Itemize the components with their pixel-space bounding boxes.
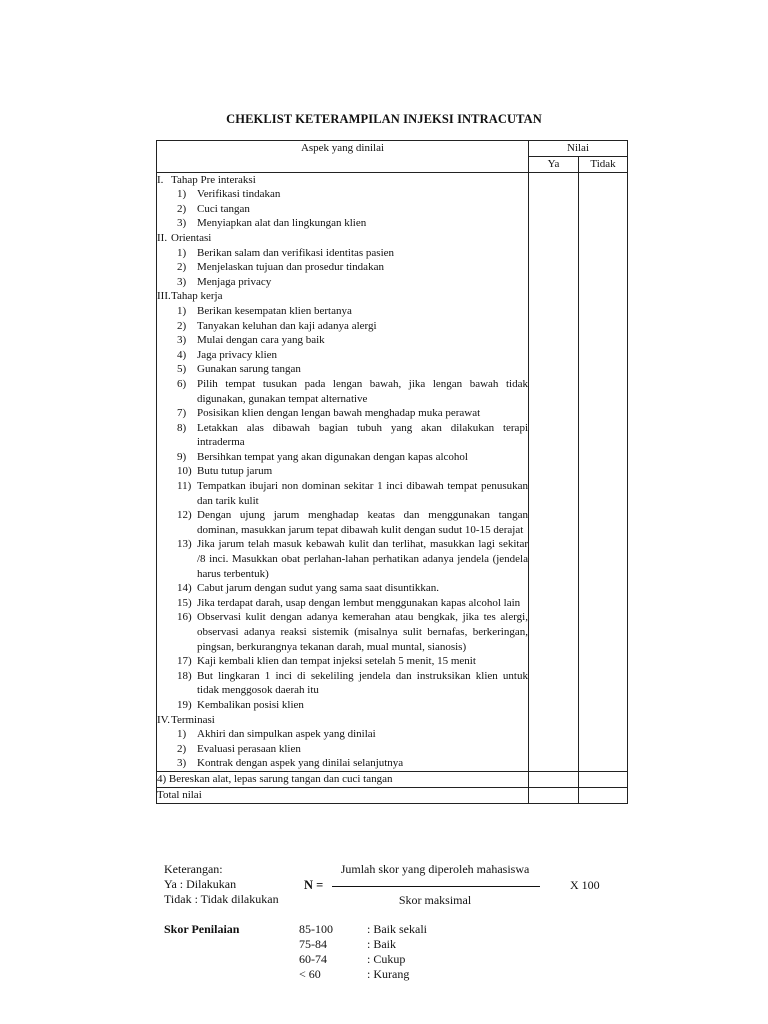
checklist-item bbox=[157, 216, 528, 231]
ya-score-cell-last[interactable] bbox=[529, 771, 579, 787]
legend-tidak: Tidak : Tidak dilakukan bbox=[164, 892, 279, 906]
item-text: Menjaga privacy bbox=[197, 275, 272, 288]
item-text: Gunakan sarung tangan bbox=[197, 363, 301, 376]
checklist-item bbox=[157, 742, 528, 757]
checklist-item bbox=[157, 581, 528, 596]
checklist-item bbox=[157, 508, 528, 537]
item-number: 1) bbox=[177, 728, 187, 741]
checklist-item bbox=[157, 698, 528, 713]
document-title: CHEKLIST KETERAMPILAN INJEKSI INTRACUTAN bbox=[226, 112, 542, 126]
item-text: Tanyakan keluhan dan kaji adanya alergi bbox=[197, 319, 377, 332]
section-name: Orientasi bbox=[171, 231, 212, 244]
item-number: 16) bbox=[177, 611, 192, 624]
scoring-row bbox=[299, 937, 427, 952]
item-number: 3) bbox=[177, 217, 187, 230]
formula-denominator: Skor maksimal bbox=[398, 893, 472, 907]
checklist-item bbox=[157, 654, 528, 669]
tidak-header: Tidak bbox=[579, 157, 628, 173]
section-numeral: I. bbox=[157, 173, 164, 186]
scoring-label: : Baik sekali bbox=[367, 922, 427, 936]
item-number: 18) bbox=[177, 669, 192, 682]
item-number: 1) bbox=[177, 304, 187, 317]
item-number: 13) bbox=[177, 538, 192, 551]
checklist-item bbox=[157, 187, 528, 202]
ya-score-cell[interactable] bbox=[529, 172, 579, 771]
item-number: 2) bbox=[177, 319, 187, 332]
checklist-item bbox=[157, 479, 528, 508]
item-number: 12) bbox=[177, 509, 192, 522]
checklist-item bbox=[157, 304, 528, 319]
scoring-range: 85-100 bbox=[299, 922, 333, 936]
item-number: 9) bbox=[177, 450, 187, 463]
item-number: 19) bbox=[177, 698, 192, 711]
checklist-item bbox=[157, 362, 528, 377]
checklist-item bbox=[157, 202, 528, 217]
scoring-title: Skor Penilaian bbox=[164, 922, 240, 936]
ya-header: Ya bbox=[529, 157, 579, 173]
item-text: Kontrak dengan aspek yang dinilai selanjutnya bbox=[197, 757, 404, 770]
item-number: 3) bbox=[177, 757, 187, 770]
legend bbox=[164, 862, 279, 907]
scoring-row bbox=[299, 952, 427, 967]
item-text: But lingkaran 1 inci di sekeliling jendela dan instruksikan klien untuk tidak menggosok daerah itu bbox=[197, 669, 528, 697]
section-heading bbox=[157, 289, 528, 304]
fraction-line bbox=[332, 886, 540, 887]
section-numeral: III. bbox=[157, 290, 171, 303]
scoring-table bbox=[299, 922, 427, 982]
scoring-range: 60-74 bbox=[299, 952, 327, 966]
item-number: 10) bbox=[177, 465, 192, 478]
checklist-item bbox=[157, 333, 528, 348]
total-tidak-cell[interactable] bbox=[579, 787, 628, 803]
item-number: 2) bbox=[177, 261, 187, 274]
section-numeral: II. bbox=[157, 231, 168, 244]
item-text: Evaluasi perasaan klien bbox=[197, 742, 301, 755]
item-number: 6) bbox=[177, 377, 187, 390]
checklist-item bbox=[157, 246, 528, 261]
item-text: Menyiapkan alat dan lingkungan klien bbox=[197, 217, 367, 230]
total-ya-cell[interactable] bbox=[529, 787, 579, 803]
checklist-item bbox=[157, 348, 528, 363]
item-number: 2) bbox=[177, 742, 187, 755]
section-heading bbox=[157, 231, 528, 246]
scoring-label: : Cukup bbox=[367, 952, 406, 966]
checklist-item bbox=[157, 610, 528, 654]
item-text: Letakkan alas dibawah bagian tubuh yang akan dilakukan terapi intraderma bbox=[197, 421, 528, 449]
checklist-item bbox=[157, 421, 528, 450]
item-number: 15) bbox=[177, 596, 192, 609]
scoring-row bbox=[299, 967, 427, 982]
checklist-item bbox=[157, 260, 528, 275]
legend-heading: Keterangan: bbox=[164, 862, 223, 876]
scoring-row bbox=[299, 922, 427, 937]
item-text: Kembalikan posisi klien bbox=[197, 698, 304, 711]
item-text: Akhiri dan simpulkan aspek yang dinilai bbox=[197, 728, 376, 741]
item-text: Tempatkan ibujari non dominan sekitar 1 inci dibawah tempat penusukan dan tarik kulit bbox=[197, 480, 528, 507]
tidak-score-cell[interactable] bbox=[579, 172, 628, 771]
aspect-header: Aspek yang dinilai bbox=[157, 141, 529, 173]
item-number: 4) bbox=[177, 348, 187, 361]
item-text: Observasi kulit dengan adanya kemerahan atau bengkak, jika tes alergi, observasi adanya reaksi sistemik (misalnya sulit bernafas, berkeringan, pingsan, berkurangnya tekanan darah, mual muntal, sianosis) bbox=[197, 611, 528, 653]
item-text: Menjelaskan tujuan dan prosedur tindakan bbox=[197, 261, 384, 274]
item-number: 17) bbox=[177, 655, 192, 668]
item-text: Dengan ujung jarum menghadap keatas dan menggunakan tangan dominan, masukkan jarum tepat dibawah kulit dengan sudut 10-15 derajat bbox=[197, 509, 528, 536]
item-number: 3) bbox=[177, 275, 187, 288]
checklist-body bbox=[157, 172, 529, 771]
section-heading bbox=[157, 173, 528, 188]
checklist-item bbox=[157, 319, 528, 334]
item-text: Butu tutup jarum bbox=[197, 465, 273, 478]
item-text: Cabut jarum dengan sudut yang sama saat disuntikkan. bbox=[197, 582, 439, 595]
legend-ya: Ya : Dilakukan bbox=[164, 877, 237, 891]
last-item-terminasi: 4) Bereskan alat, lepas sarung tangan dan cuci tangan bbox=[157, 771, 529, 787]
item-text: Kaji kembali klien dan tempat injeksi setelah 5 menit, 15 menit bbox=[197, 655, 476, 668]
scoring-range: < 60 bbox=[299, 967, 321, 981]
item-text: Jika terdapat darah, usap dengan lembut menggunakan kapas alcohol lain bbox=[197, 596, 521, 609]
item-number: 14) bbox=[177, 582, 192, 595]
scoring-label: : Kurang bbox=[367, 967, 410, 981]
item-text: Posisikan klien dengan lengan bawah menghadap muka perawat bbox=[197, 407, 481, 420]
scoring-range: 75-84 bbox=[299, 937, 327, 951]
item-text: Jika jarum telah masuk kebawah kulit dan terlihat, masukkan lagi sekitar /8 inci. Masukkan obat perlahan-lahan perhatikan adanya jendela (jendela harus terbentuk) bbox=[197, 538, 528, 580]
item-number: 7) bbox=[177, 407, 187, 420]
item-text: Berikan salam dan verifikasi identitas pasien bbox=[197, 246, 395, 259]
item-number: 3) bbox=[177, 334, 187, 347]
item-text: Bersihkan tempat yang akan digunakan dengan kapas alcohol bbox=[197, 450, 468, 463]
checklist-item bbox=[157, 406, 528, 421]
total-label: Total nilai bbox=[157, 787, 529, 803]
item-number: 11) bbox=[177, 480, 192, 493]
item-number: 1) bbox=[177, 246, 187, 259]
checklist-item bbox=[157, 596, 528, 611]
checklist-item bbox=[157, 669, 528, 698]
item-number: 2) bbox=[177, 202, 187, 215]
item-number: 1) bbox=[177, 188, 187, 201]
section-name: Terminasi bbox=[171, 713, 215, 726]
item-text: Mulai dengan cara yang baik bbox=[197, 334, 325, 347]
item-text: Pilih tempat tusukan pada lengan bawah, jika lengan bawah tidak digunakan, gunakan tempat alternative bbox=[197, 377, 528, 405]
checklist-item bbox=[157, 450, 528, 465]
checklist-item bbox=[157, 377, 528, 406]
section-name: Tahap Pre interaksi bbox=[171, 173, 256, 186]
nilai-header: Nilai bbox=[529, 141, 628, 157]
checklist-item bbox=[157, 275, 528, 290]
section-heading bbox=[157, 713, 528, 728]
item-text: Berikan kesempatan klien bertanya bbox=[197, 304, 352, 317]
item-text: Jaga privacy klien bbox=[197, 348, 278, 361]
scoring-label: : Baik bbox=[367, 937, 396, 951]
formula-lhs: N = bbox=[304, 878, 324, 892]
item-number: 5) bbox=[177, 363, 187, 376]
formula-numerator: Jumlah skor yang diperoleh mahasiswa bbox=[340, 862, 530, 876]
checklist-table bbox=[156, 140, 628, 804]
tidak-score-cell-last[interactable] bbox=[579, 771, 628, 787]
item-text: Verifikasi tindakan bbox=[197, 188, 281, 201]
checklist-item bbox=[157, 464, 528, 479]
formula-multiplier: X 100 bbox=[570, 878, 600, 892]
checklist-item bbox=[157, 537, 528, 581]
section-name: Tahap kerja bbox=[171, 290, 223, 303]
section-numeral: IV. bbox=[157, 713, 170, 726]
item-text: Cuci tangan bbox=[197, 202, 250, 215]
item-number: 8) bbox=[177, 421, 187, 434]
checklist-item bbox=[157, 756, 528, 771]
checklist-item bbox=[157, 727, 528, 742]
